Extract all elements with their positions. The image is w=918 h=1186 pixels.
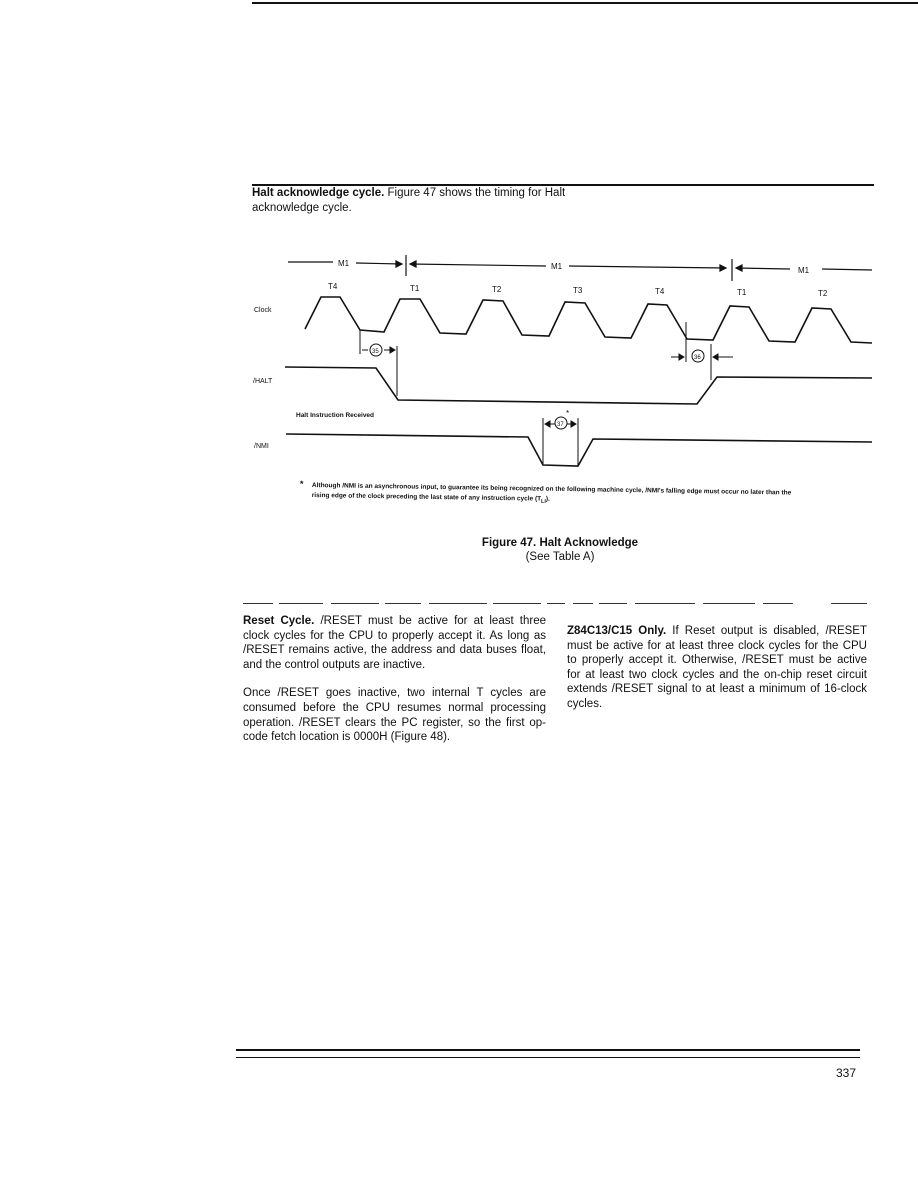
t-state-labels <box>328 282 828 298</box>
z84-text: If Reset output is disabled, /RESET must be active for at least three clock cycles for the CPU to properly accept it. Otherwise, /RESET must be active for at least two clock cycles and the on-chip reset circuit extends /RESET signal to at least a minimum of 16-clock cycles. <box>567 625 867 710</box>
clock-signal-label: Clock <box>254 307 272 314</box>
machine-cycle-row <box>288 255 872 281</box>
timing-ref-37: 37 <box>557 422 564 428</box>
timing-marker-35 <box>360 330 397 396</box>
figure-subtitle: (See Table A) <box>525 551 595 563</box>
timing-marker-36 <box>671 322 733 380</box>
figure-caption <box>440 536 680 564</box>
footnote-subscript: LI <box>541 498 546 505</box>
t-state-label: T4 <box>328 282 338 291</box>
intro-heading: Halt acknowledge cycle. <box>252 187 385 199</box>
footnote-end: ). <box>545 495 550 503</box>
reset-cycle-section <box>243 614 546 759</box>
nmi-signal-label: /NMI <box>254 443 269 450</box>
reset-heading: Reset Cycle. <box>243 615 315 627</box>
timing-ref-36: 36 <box>694 355 701 361</box>
intro-text: Figure 47 shows the timing for Halt acknowledge cycle. <box>252 187 566 214</box>
t-state-label: T1 <box>410 284 420 293</box>
page-number: 337 <box>836 1066 857 1080</box>
t-state-label: T2 <box>492 285 502 294</box>
reset-paragraph-2: Once /RESET goes inactive, two internal T cycles are consumed before the CPU resumes normal processing operation. /RESET clears the PC register, so the first op-code fetch location is 0000H (Figure 48). <box>243 687 546 744</box>
reset-paragraph-1 <box>243 614 546 672</box>
nmi-asterisk: * <box>566 409 570 418</box>
m1-label-3: M1 <box>798 266 810 275</box>
m1-label-1: M1 <box>338 259 350 268</box>
t-state-label: T1 <box>737 288 747 297</box>
t-state-label: T3 <box>573 286 583 295</box>
footnote-marker: * <box>299 478 304 489</box>
halt-waveform <box>285 367 872 404</box>
t-state-label: T4 <box>655 287 665 296</box>
halt-signal-label: /HALT <box>253 378 273 385</box>
m1-label-2: M1 <box>551 262 563 271</box>
footnote-text: Although /NMI is an asynchronous input, to guarantee its being recognized on the following machine cycle, /NMI's falling edge must occur no later than the rising edge of the clock preceding the last state of any instruction cycle (T <box>311 481 792 503</box>
halt-instruction-annotation: Halt Instruction Received <box>296 412 375 419</box>
clock-waveform <box>305 297 872 343</box>
z84-heading: Z84C13/C15 Only. <box>567 625 667 637</box>
z84-section <box>567 624 867 726</box>
t-state-label: T2 <box>818 289 828 298</box>
reset-text-1: /RESET must be active for at least three clock cycles for the CPU to properly accept it. As long as /RESET remains active, the address and data buses float, and the control outputs are inactive. <box>243 615 546 671</box>
nmi-waveform <box>286 434 872 466</box>
z84-paragraph <box>567 624 867 712</box>
figure-title: Figure 47. Halt Acknowledge <box>481 537 639 549</box>
timing-ref-35: 35 <box>372 349 379 355</box>
